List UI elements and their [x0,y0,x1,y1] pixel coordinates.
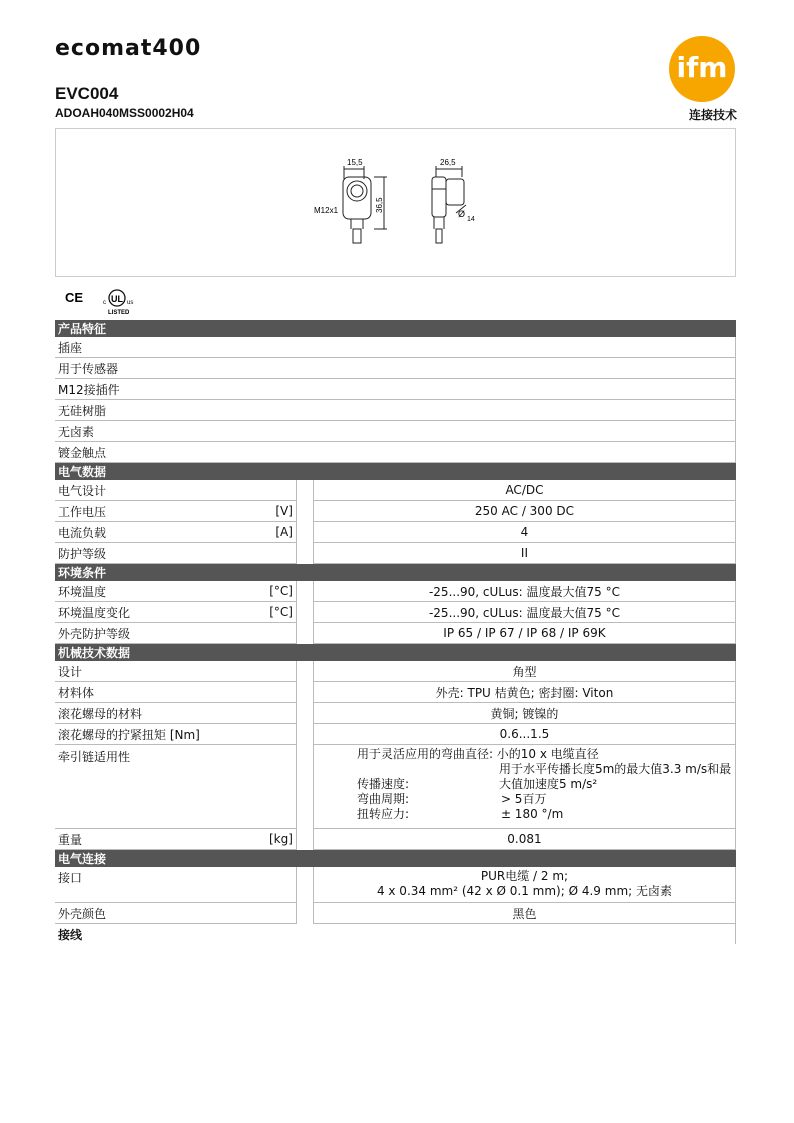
spec-row [55,661,736,682]
spec-row [55,829,736,850]
feature-item: 镀金触点 [55,442,736,463]
drag-chain-cycles-key: 弯曲周期: [356,792,409,806]
ul-mark-icon: UL [111,294,123,304]
spec-label: 环境温度变化 [55,602,266,623]
feature-item: 插座 [55,337,736,358]
dim-diameter-symbol: Ø [458,209,466,219]
drag-chain-speed-key: 传播速度: [356,777,409,791]
section-features-title: 产品特征 [55,320,736,337]
spec-value: -25...90, cULus: 温度最大值75 °C [313,581,736,602]
spec-row-drag-chain [55,745,736,829]
spec-unit: [°C] [266,602,297,623]
cert-svg [62,288,152,316]
spec-label: 设计 [55,661,266,682]
spec-unit: [°C] [266,581,297,602]
dim-thread: M12x1 [314,206,339,215]
spec-unit: [A] [266,522,297,543]
spec-label: 滚花螺母的材料 [55,703,266,724]
dim-width-1: 15,5 [347,158,363,167]
spec-table [55,320,736,944]
spec-unit [266,703,297,724]
section-connection-title: 电气连接 [55,850,736,867]
drag-chain-torsion-key: 扭转应力: [356,807,409,821]
spec-label: 材料体 [55,682,266,703]
spec-row [55,703,736,724]
certifications [62,288,152,320]
spec-label: 重量 [55,829,266,850]
interface-value [313,867,736,903]
drag-chain-line2: 用于水平传播长度5m的最大值3.3 m/s和最 [498,762,732,776]
spec-unit [266,623,297,644]
feature-item: M12接插件 [55,379,736,400]
dim-width-2: 26,5 [440,158,456,167]
interface-line2: 4 x 0.34 mm² (42 x Ø 0.1 mm); Ø 4.9 mm; 无卤素 [376,884,672,898]
spec-row [55,501,736,522]
spec-label: 滚花螺母的拧紧扭矩 [Nm] [55,724,266,745]
spec-row [55,867,736,903]
spec-row [55,581,736,602]
spec-value: 外壳: TPU 桔黄色; 密封圈: Viton [313,682,736,703]
spec-value: 0.081 [313,829,736,850]
spec-unit: [kg] [266,829,297,850]
spec-unit [266,682,297,703]
spec-value: II [313,543,736,564]
drag-chain-line1: 用于灵活应用的弯曲直径: 小的10 x 电缆直径 [356,747,599,761]
spec-row [55,522,736,543]
product-category: 连接技术 [688,108,737,122]
drawing-svg [56,129,737,278]
ifm-logo-text: ifm [676,51,728,84]
spec-unit [266,543,297,564]
drag-chain-cycles-value: > 5百万 [500,792,547,806]
spec-label: 电气设计 [55,480,266,501]
spec-label: 防护等级 [55,543,266,564]
ifm-logo [669,36,735,102]
spec-value: 0.6...1.5 [313,724,736,745]
spec-value: 黑色 [313,903,736,924]
feature-item: 用于传感器 [55,358,736,379]
spec-row [55,924,736,944]
spec-value: IP 65 / IP 67 / IP 68 / IP 69K [313,623,736,644]
feature-item: 无卤素 [55,421,736,442]
spec-row [55,682,736,703]
spec-row [55,602,736,623]
section-environment-title: 环境条件 [55,564,736,581]
spec-unit [266,661,297,682]
drag-chain-value [313,745,736,829]
spec-value: -25...90, cULus: 温度最大值75 °C [313,602,736,623]
spec-row [55,480,736,501]
drag-chain-speed-value: 大值加速度5 m/s² [498,777,598,791]
spec-unit [266,724,297,745]
spec-row [55,543,736,564]
dimension-drawing [55,128,736,277]
feature-item: 无硅树脂 [55,400,736,421]
product-article: ADOAH040MSS0002H04 [55,106,194,120]
spec-label: 外壳颜色 [55,903,266,924]
spec-value: AC/DC [313,480,736,501]
spec-unit [266,480,297,501]
spec-value: 黄铜; 镀镍的 [313,703,736,724]
spec-label: 接口 [55,867,266,903]
spec-value: 4 [313,522,736,543]
ul-c: c [103,300,106,306]
ul-us: us [127,300,134,306]
spec-row [55,623,736,644]
interface-line1: PUR电缆 / 2 m; [480,869,569,883]
wiring-label: 接线 [55,924,736,944]
spec-label: 工作电压 [55,501,266,522]
ul-listed: LISTED [108,310,130,316]
drag-chain-torsion-value: ± 180 °/m [500,807,564,821]
brand-logo: ecomat400 [55,36,202,61]
spec-value: 250 AC / 300 DC [313,501,736,522]
spec-value: 角型 [313,661,736,682]
spec-label: 牵引链适用性 [55,745,266,829]
spec-row [55,724,736,745]
product-code: EVC004 [55,84,119,103]
spec-row [55,903,736,924]
spec-label: 环境温度 [55,581,266,602]
section-mechanical-title: 机械技术数据 [55,644,736,661]
spec-label: 外壳防护等级 [55,623,266,644]
ce-mark-icon: CE [65,290,84,305]
spec-unit: [V] [266,501,297,522]
section-electrical-title: 电气数据 [55,463,736,480]
dim-diameter: 14 [467,216,475,223]
dim-height-1: 36,5 [375,197,384,213]
spec-label: 电流负载 [55,522,266,543]
